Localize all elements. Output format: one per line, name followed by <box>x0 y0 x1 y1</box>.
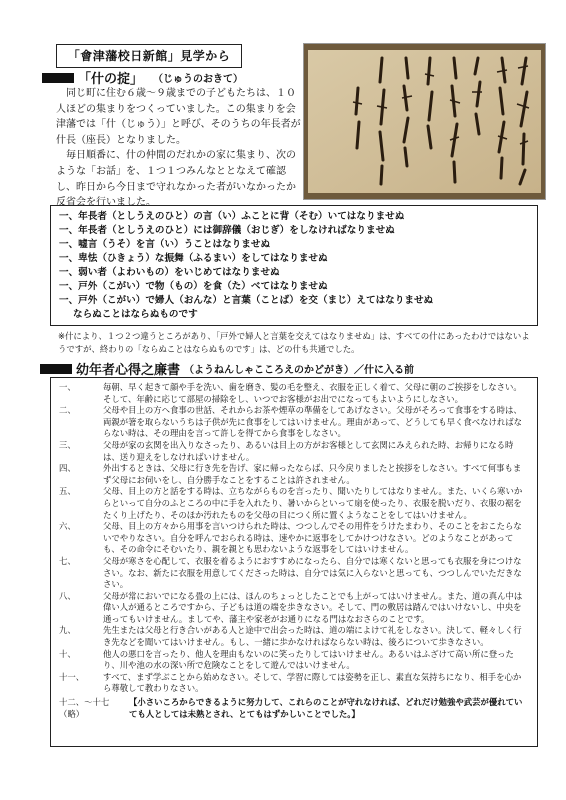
precept-text: すべて、まず学ぶことから始めなさい。そして、学習に際しては姿勢を正し、素直な気持ちになり、相手を心から尊敬して教わりなさい。 <box>103 671 522 694</box>
section2-reading: （ようねんしゃこころえのかどがき） <box>184 365 355 376</box>
precept-number: 七、 <box>59 555 76 566</box>
precept-text: 父母や目上の方へ食事の世話、それからお茶や煙草の準備をしてあげなさい。父母がそろって食事をする時は、両親が箸を取らないうちは子供が先に食事をしてはいけません。理由があって、どうしても早く食べなければならない時は、その理由を言って許しを得てから食事をしなさい。 <box>103 405 522 439</box>
rule-item: 一、卑怯（ひきょう）な振舞（ふるまい）をしてはなりませぬ <box>59 253 328 264</box>
scroll-image <box>304 44 545 199</box>
precept-text: 毎朝、早く起きて顔や手を洗い、歯を磨き、髪の毛を整え、衣服を正しく着て、父母に朝のご挨拶をしなさい。そして、年齢に応じて部屋の掃除をし、いつでお客様がお出でになってもよいようにしなさい。 <box>103 382 522 404</box>
precept-final <box>59 697 529 720</box>
rule-item: 一、年長者（としうえのひと）には御辞儀（おじぎ）をしなければなりませぬ <box>59 225 395 236</box>
precept-number: 十、 <box>59 648 76 659</box>
precept-item <box>59 463 529 486</box>
rule-item: 一、年長者（としうえのひと）の言（い）ふことに背（そむ）いてはなりませぬ <box>59 211 405 222</box>
precept-number: 九、 <box>59 625 76 636</box>
precept-text: 他人の悪口を言ったり、他人を理由もないのに笑ったりしてはいけません。あるいはふざけて高い所に登ったり、川や池の水の深い所で危険なことをして遊んではいけません。 <box>103 648 514 671</box>
precept-text: 父母、目上の方々から用事を言いつけられた時は、つつしんでその用件をうけたまわり、そのことをおこたらないでやりなさい。自分を呼んでおられる時は、速やかに返事をしてかけつけなさい。どのようなことがあっても、その命令にそむいたり、親を親とも思わないような返事をしてはいけません。 <box>103 521 522 555</box>
precept-item <box>59 625 529 648</box>
section2-suffix: ／什に入る前 <box>354 365 415 376</box>
precept-number: 二、 <box>59 405 76 416</box>
footnote: ※什により、１つ２つ違うところがあり、「戸外で婦人と言葉を交えてはなりませぬ」は、すべての什にあったわけではないようですが、終わりの「ならぬことはならぬものです」は、どの什も共通でした。 <box>58 331 530 354</box>
precept-text: 父母が寒さを心配して、衣服を着るようにおすすめになったら、自分では寒くないと思っても衣服を身につけなさい。なお、新たに衣服を用意してくださった時は、自分では気に入らないと思っても、つつしんでいただきなさい。 <box>103 555 522 590</box>
precept-text: 父母、目上の方と話をする時は、立ちながらものを言ったり、聞いたりしてはなりません。また、いくら寒いからといって自分のふところの中に手を入れたり、暑いからといって扇を使ったり、衣服を脱いだり、衣服の裾をたくり上げたり、そのほか汚れたものを父母の目につく所に置くようなことをしてはいけません。 <box>103 486 523 520</box>
precept-text: 外出するときは、父母に行き先を告げ、家に帰ったならば、只今戻りましたと挨拶をしなさい。すべて何事もまず父母にお伺いをし、自分勝手なことをすることは許されません。 <box>103 463 522 485</box>
precept-item <box>59 440 529 463</box>
rule-item: 一、戸外（こがい）で婦人（おんな）と言葉（ことば）を交（まじ）えてはなりませぬ <box>59 295 434 306</box>
precept-number: 三、 <box>59 439 76 450</box>
heading-bar-icon <box>42 73 74 83</box>
precept-final-text: 【小さいころからできるように努力して、これらのことが守れなければ、どれだけ勉強や武芸が優れていても人としては未熟とされ、とてもはずかしいことでした。】 <box>129 697 523 719</box>
heading-bar-icon <box>40 364 72 374</box>
section2-heading <box>40 359 550 378</box>
precept-text: 父母が家の玄関を出入りなさったり、あるいは目上の方がお客様として玄関にみえられた時、お帰りになる時は、送り迎えをしなければいけません。 <box>103 439 514 462</box>
precepts-box <box>50 377 538 747</box>
precept-item <box>59 405 529 440</box>
precept-number: 五、 <box>59 486 76 497</box>
intro-paragraph: 毎日順番に、什の仲間のだれかの家に集まり、次のような「お話」を、１つ１つみんなととなえて確認し、昨日から今日まで守れなかった者がいなかったか反省会を行いました。 <box>56 150 296 209</box>
precept-item <box>59 649 529 672</box>
section2-title: 幼年者心得之廉書 <box>76 363 181 378</box>
rule-item: 一、戸外（こがい）で物（もの）を食（た）べてはなりませぬ <box>59 281 328 292</box>
precept-item <box>59 521 529 556</box>
section1-reading: （じゅうのおきて） <box>153 74 244 85</box>
section1-title: 「什の掟」 <box>78 72 144 87</box>
precept-number: 一、 <box>59 382 76 392</box>
original-document-image <box>303 43 546 200</box>
intro-text <box>56 86 301 211</box>
precept-text: 父母が常においでになる畳の上には、ほんのちょっとしたことでも上がってはいけません。また、道の真ん中は偉い人が通るところですから、子どもは道の端を歩きなさい。そして、門の敷居は踏んではいけないし、中央を通ってもいけません。ましてや、藩主や家老がお通りになる門はなおさらのことです。 <box>103 590 523 624</box>
rules-closing: ならぬことはならぬものです <box>73 309 198 320</box>
precept-item <box>59 382 529 405</box>
section1-heading <box>42 68 243 87</box>
rules-box <box>50 205 538 326</box>
precept-number: 六、 <box>59 521 76 532</box>
precept-number: 十一、 <box>59 671 85 682</box>
intro-paragraph: 同じ町に住む６歳～９歳までの子どもたちは、１０人ほどの集まりをつくっていました。この集まりを会津藩では「什（じゅう）」と呼び、そのうちの年長者が什長（座長）となりました。 <box>56 88 301 146</box>
precept-text: 先生または父母と行き合いがある人と途中で出会った時は、道の端によけて礼をしなさい。決して、軽々しく行き先などを聞いてはいけません。もし、一緒に歩かなければならない時は、後ろについて歩きなさい。 <box>103 625 522 648</box>
document-title: 「會津藩校日新館」見学から <box>56 44 242 68</box>
precept-item <box>59 591 529 626</box>
rule-item: 一、弱い者（よわいもの）をいじめてはなりませぬ <box>59 267 280 278</box>
rule-item: 一、嘘言（うそ）を言（い）うことはなりませぬ <box>59 239 271 250</box>
precept-item <box>59 486 529 521</box>
precept-item <box>59 556 529 591</box>
precept-final-number: 十二、～十七 （略） <box>59 697 110 719</box>
precept-item <box>59 672 529 695</box>
precept-number: 四、 <box>59 463 76 474</box>
precept-number: 八、 <box>59 590 76 601</box>
